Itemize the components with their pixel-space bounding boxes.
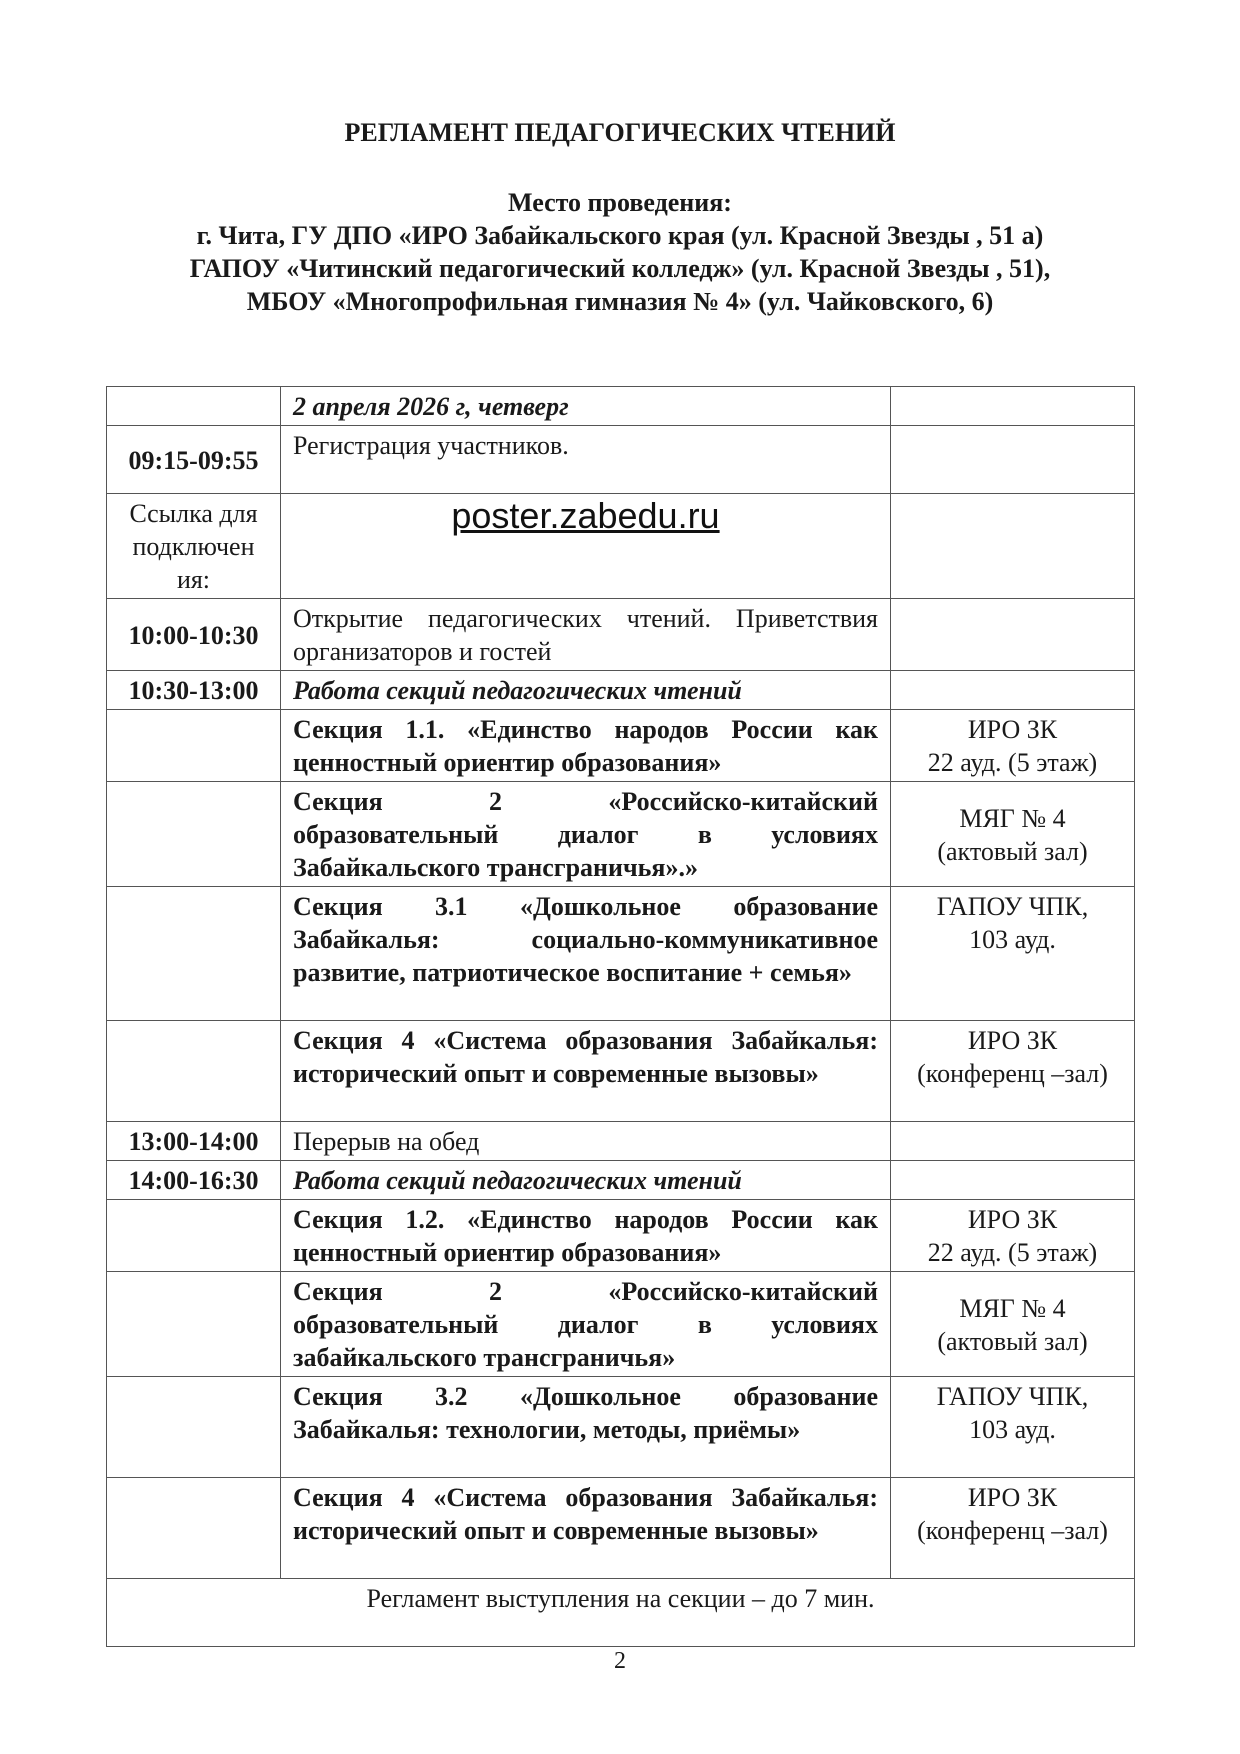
table-row [107,1579,1135,1647]
place-line: (конференц –зал) [917,1516,1108,1545]
place-line: МЯГ № 4 [959,1293,1066,1323]
place-line: ГАПОУ ЧПК, [936,1382,1089,1411]
table-row [107,494,1135,599]
empty-cell [107,887,281,1021]
connection-link[interactable]: poster.zabedu.ru [451,495,720,536]
table-row [107,1161,1135,1200]
venue-line-3: МБОУ «Многопрофильная гимназия № 4» (ул. Чайковского, 6) [246,287,994,316]
place-line: ГАПОУ ЧПК, [936,892,1089,921]
empty-cell [107,1272,281,1377]
link-cell [281,494,891,599]
section-place [891,1021,1135,1122]
place-line: 22 ауд. (5 этаж) [927,1238,1098,1267]
section-name: Секция 4 «Система образования Забайкалья: исторический опыт и современные вызовы» [281,1021,891,1122]
empty-cell [891,599,1135,671]
block-title: Работа секций педагогических чтений [281,671,891,710]
place-line: МЯГ № 4 [959,803,1066,833]
section-name: Секция 3.1 «Дошкольное образование Забайкалья: социально-коммуникативное развитие, патриотическое воспитание + семья» [281,887,891,1021]
section-name: Секция 3.2 «Дошкольное образование Забайкалья: технологии, методы, приёмы» [281,1377,891,1478]
block-title: Работа секций педагогических чтений [281,1161,891,1200]
section-place [891,782,1135,887]
empty-cell [891,426,1135,494]
table-row [107,671,1135,710]
venue-block [0,186,1240,318]
section-place [891,1200,1135,1272]
table-row [107,710,1135,782]
empty-cell [891,387,1135,426]
table-row [107,887,1135,1021]
empty-cell [107,1021,281,1122]
empty-cell [107,1478,281,1579]
table-row [107,1377,1135,1478]
section-place [891,1478,1135,1579]
section-name: Секция 4 «Система образования Забайкалья: исторический опыт и современные вызовы» [281,1478,891,1579]
section-place [891,1272,1135,1377]
section-name: Секция 1.1. «Единство народов России как ценностный ориентир образования» [281,710,891,782]
venue-heading: Место проведения: [508,188,732,217]
section-name: Секция 1.2. «Единство народов России как ценностный ориентир образования» [281,1200,891,1272]
place-line: ИРО ЗК [967,1026,1058,1055]
time-cell: 10:00-10:30 [107,599,281,671]
place-line: ИРО ЗК [967,1483,1058,1512]
empty-cell [891,1161,1135,1200]
section-place [891,887,1135,1021]
document-title: РЕГЛАМЕНТ ПЕДАГОГИЧЕСКИХ ЧТЕНИЙ [344,118,896,147]
link-label: Ссылка для подключен ия: [107,494,281,599]
empty-cell [891,1122,1135,1161]
schedule-table [106,386,1135,1647]
page-number: 2 [614,1648,626,1674]
empty-cell [891,494,1135,599]
empty-cell [107,782,281,887]
section-place [891,710,1135,782]
place-line: 22 ауд. (5 этаж) [927,748,1098,777]
opening-text: Открытие педагогических чтений. Приветствия организаторов и гостей [281,599,891,671]
empty-cell [107,387,281,426]
place-line: ИРО ЗК [967,1205,1058,1234]
time-cell: 10:30-13:00 [107,671,281,710]
section-name: Секция 2 «Российско-китайский образовательный диалог в условиях забайкальского трансграничья» [281,1272,891,1377]
table-row [107,1122,1135,1161]
time-cell: 09:15-09:55 [107,426,281,494]
place-line: (конференц –зал) [917,1059,1108,1088]
section-name: Секция 2 «Российско-китайский образовательный диалог в условиях Забайкальского трансграничья».» [281,782,891,887]
lunch-text: Перерыв на обед [281,1122,891,1161]
table-row [107,387,1135,426]
place-line: 103 ауд. [969,925,1056,954]
place-line: 103 ауд. [969,1415,1056,1444]
empty-cell [107,710,281,782]
time-cell: 14:00-16:30 [107,1161,281,1200]
place-line: ИРО ЗК [967,715,1058,744]
table-row [107,1021,1135,1122]
time-cell: 13:00-14:00 [107,1122,281,1161]
registration-text: Регистрация участников. [281,426,891,494]
table-row [107,1272,1135,1377]
venue-line-1: г. Чита, ГУ ДПО «ИРО Забайкальского края (ул. Красной Звезды , 51 а) [196,221,1044,250]
empty-cell [891,671,1135,710]
table-row [107,1478,1135,1579]
place-line: (актовый зал) [937,1326,1088,1356]
empty-cell [107,1377,281,1478]
venue-line-2: ГАПОУ «Читинский педагогический колледж» (ул. Красной Звезды , 51), [189,254,1051,283]
table-row [107,426,1135,494]
table-row [107,599,1135,671]
footer-note: Регламент выступления на секции – до 7 мин. [107,1579,1135,1647]
section-place [891,1377,1135,1478]
table-row [107,782,1135,887]
table-row [107,1200,1135,1272]
place-line: (актовый зал) [937,836,1088,866]
empty-cell [107,1200,281,1272]
date-header: 2 апреля 2026 г, четверг [281,387,891,426]
